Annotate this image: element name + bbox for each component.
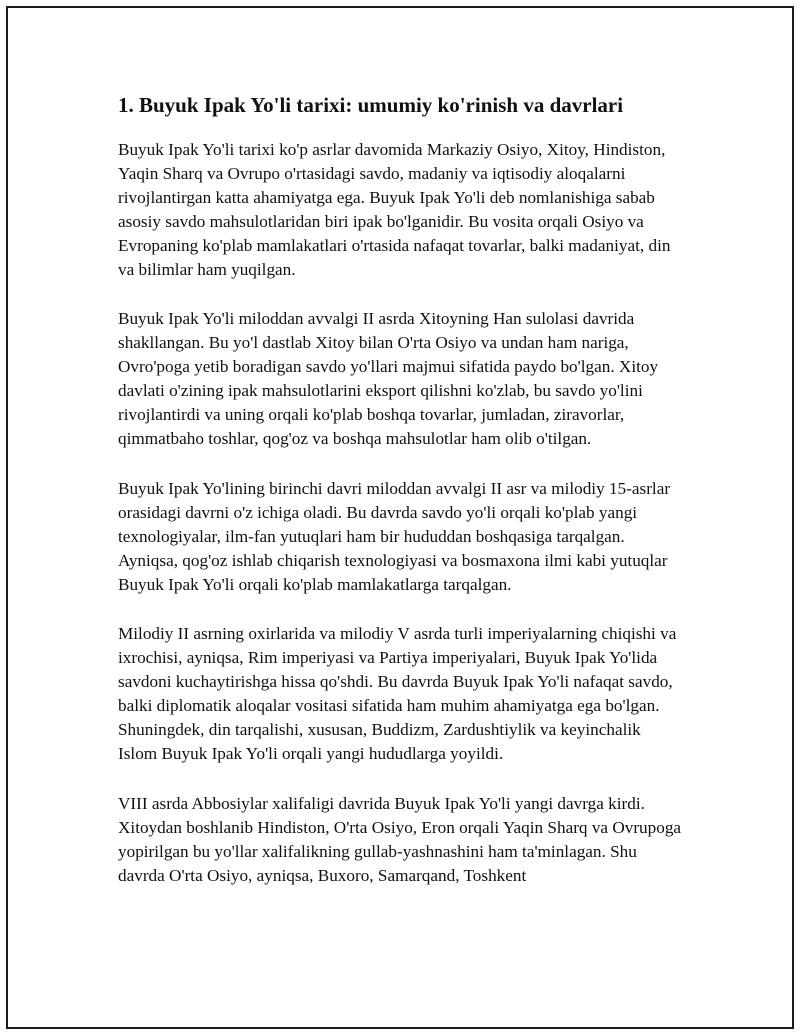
paragraph-1: Buyuk Ipak Yo'li tarixi ko'p asrlar davomida Markaziy Osiyo, Xitoy, Hindiston, Yaqin Sharq va Ovrupo o'rtasidagi savdo, madaniy va iqtisodiy aloqalarni rivojlantirgan katta ahamiyatga ega. Buyuk Ipak Yo'li deb nomlanishiga sabab asosiy savdo mahsulotlaridan biri ipak bo'lganidir. Bu vosita orqali Osiyo va Evropaning ko'plab mamlakatlari o'rtasida nafaqat tovarlar, balki madaniyat, din va bilimlar ham yuqilgan.: [118, 140, 671, 279]
paragraph-5: VIII asrda Abbosiylar xalifaligi davrida Buyuk Ipak Yo'li yangi davrga kirdi. Xitoydan boshlanib Hindiston, O'rta Osiyo, Eron orqali Yaqin Sharq va Ovrupoga yopirilgan bu yo'llar xalifalikning gullab-yashnashini ham ta'minlagan. Shu davrda O'rta Osiyo, ayniqsa, Buxoro, Samarqand, Toshkent: [118, 793, 682, 885]
paragraph-3: Buyuk Ipak Yo'lining birinchi davri miloddan avvalgi II asr va milodiy 15-asrlar orasidagi davrni o'z ichiga oladi. Bu davrda savdo yo'li orqali ko'plab yangi texnologiyalar, ilm-fan yutuqlari ham bir hududdan boshqasiga tarqalgan. Ayniqsa, qog'oz ishlab chiqarish texnologiyasi va bosmaxona ilmi kabi yutuqlar Buyuk Ipak Yo'li orqali ko'plab mamlakatlarga tarqalgan.: [118, 478, 671, 594]
paragraph-4: Milodiy II asrning oxirlarida va milodiy V asrda turli imperiyalarning chiqishi va ixrochisi, ayniqsa, Rim imperiyasi va Partiya imperiyalari, Buyuk Ipak Yo'lida savdoni kuchaytirishga hissa qo'shdi. Bu davrda Buyuk Ipak Yo'li nafaqat savdo, balki diplomatik aloqalar vositasi sifatida ham muhim ahamiyatga ega bo'lgan. Shuningdek, din tarqalishi, xususan, Buddizm, Zardushtiylik va keyinchalik Islom Buyuk Ipak Yo'li orqali yangi hududlarga yoyildi.: [118, 624, 677, 763]
paragraph-2: Buyuk Ipak Yo'li miloddan avvalgi II asrda Xitoyning Han sulolasi davrida shakllangan. Bu yo'l dastlab Xitoy bilan O'rta Osiyo va undan ham nariga, Ovro'poga yetib boradigan savdo yo'llari majmui sifatida paydo bo'lgan. Xitoy davlati o'zining ipak mahsulotlarini eksport qilishni ko'zlab, bu savdo yo'lini rivojlantirdi va uning orqali ko'plab boshqa tovarlar, jumladan, ziravorlar, qimmatbaho toshlar, qog'oz va boshqa mahsulotlar ham olib o'tilgan.: [118, 309, 659, 448]
section-heading: 1. Buyuk Ipak Yo'li tarixi: umumiy ko'rinish va davrlari: [118, 93, 624, 117]
document-body: [118, 90, 684, 913]
